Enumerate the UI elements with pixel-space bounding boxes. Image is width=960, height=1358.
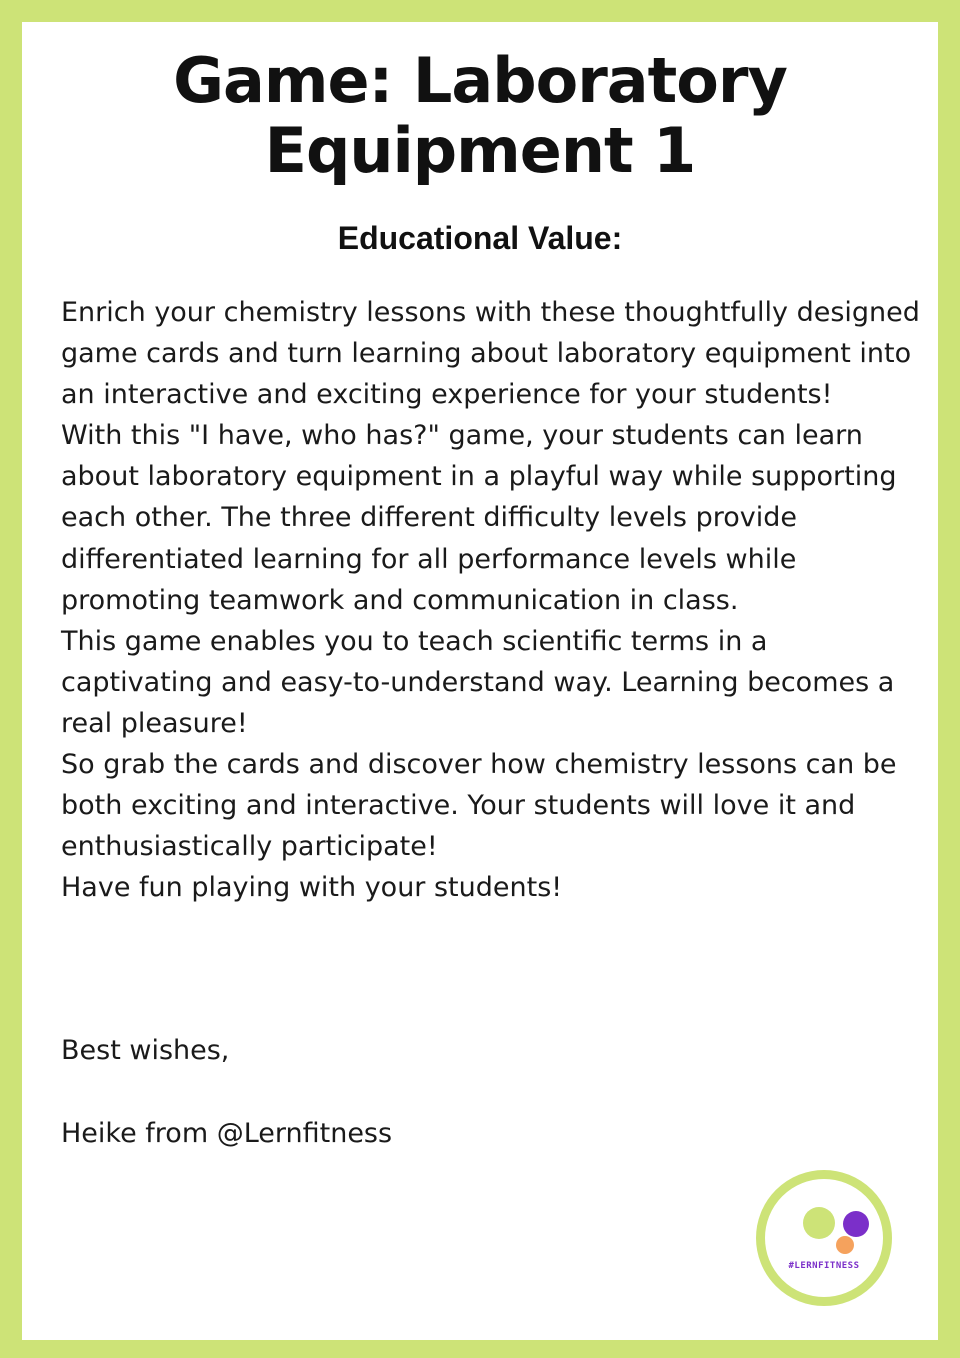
document-sheet [22,22,938,1340]
paragraph-4: So grab the cards and discover how chemistry lessons can be both exciting and interactive. Your students will love it and enthusiastically participate! [61,749,897,863]
section-heading: Educational Value: [337,220,623,256]
closing-text: Best wishes, [61,1035,230,1066]
page-title [22,46,938,186]
logo-text: #LERNFITNESS [788,1261,860,1271]
paragraph-3: This game enables you to teach scientific terms in a captivating and easy-to-understand way. Learning becomes a real pleasure! [61,625,895,739]
body-text [61,292,921,908]
paragraph-2: With this "I have, who has?" game, your students can learn about laboratory equipment in a playful way while supporting each other. The three different difficulty levels provide differentiated learning for all performance levels while promoting teamwork and communication in class. [61,420,897,616]
green-dot-icon [803,1207,835,1239]
paragraph-1: Enrich your chemistry lessons with these thoughtfully designed game cards and turn learning about laboratory equipment into an interactive and exciting experience for your students! [61,297,920,411]
purple-dot-icon [843,1211,869,1237]
title-line-2: Equipment 1 [264,114,696,187]
signature-text: Heike from @Lernfitness [61,1118,393,1149]
paragraph-5: Have fun playing with your students! [61,872,563,904]
title-line-1: Game: Laboratory [173,44,787,117]
lernfitness-logo [756,1170,892,1306]
orange-dot-icon [836,1236,854,1254]
